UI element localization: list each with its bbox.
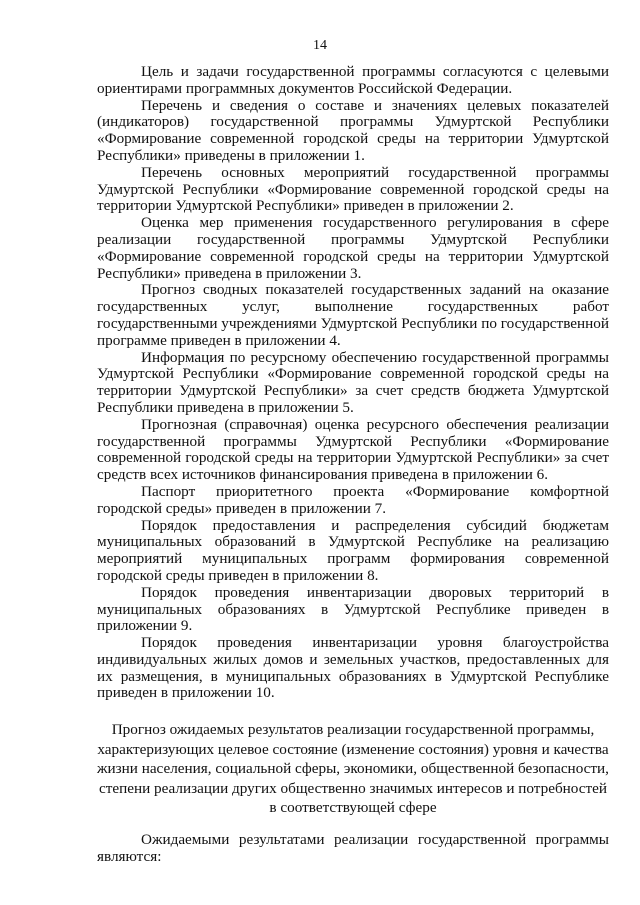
- paragraph: Оценка мер применения государственного регулирования в сфере реализации государственной программы Удмуртской Республики «Формирование современной городской среды на территории Удмуртской Республики» приведена в приложении 3.: [97, 214, 609, 282]
- document-body: [97, 64, 609, 865]
- paragraph: Перечень и сведения о составе и значениях целевых показателей (индикаторов) государственной программы Удмуртской Республики «Формирование современной городской среды на территории Удмуртской Республики» приведены в приложении 1.: [97, 96, 609, 164]
- paragraph: Порядок предоставления и распределения субсидий бюджетам муниципальных образований в Удмуртской Республике на реализацию мероприятий муниципальных программ формирования современной городской среды приведен в приложении 8.: [97, 516, 609, 584]
- closing-paragraph: Ожидаемыми результатами реализации государственной программы являются:: [97, 830, 609, 865]
- paragraph: Порядок проведения инвентаризации дворовых территорий в муниципальных образованиях в Удмуртской Республике приведен в приложении 9.: [97, 583, 609, 635]
- paragraph: Прогноз сводных показателей государственных заданий на оказание государственных услуг, выполнение государственных работ государственными учреждениями Удмуртской Республики по государственной программе приведен в приложении 4.: [97, 281, 609, 349]
- section-heading: Прогноз ожидаемых результатов реализации государственной программы, характеризующих целевое состояние (изменение состояния) уровня и качества жизни населения, социальной сферы, экономики, общественной безопасности, степени реализации других общественно значимых интересов и потребностей в соответствующей сфере: [97, 721, 609, 817]
- paragraph: Информация по ресурсному обеспечению государственной программы Удмуртской Республики «Формирование современной городской среды на территории Удмуртской Республики» за счет средств бюджета Удмуртской Республики приведена в приложении 5.: [97, 348, 609, 416]
- paragraph: Прогнозная (справочная) оценка ресурсного обеспечения реализации государственной программы Удмуртской Республики «Формирование современной городской среды на территории Удмуртской Республики» за счет средств всех источников финансирования приведена в приложении 6.: [97, 415, 609, 484]
- paragraph: Порядок проведения инвентаризации уровня благоустройства индивидуальных жилых домов и земельных участков, предоставленных для их размещения, в муниципальных образованиях в Удмуртской Республике приведен в приложении 10.: [97, 634, 609, 702]
- paragraph: Перечень основных мероприятий государственной программы Удмуртской Республики «Формирование современной городской среды на территории Удмуртской Республики» приведен в приложении 2.: [97, 163, 609, 215]
- paragraph: Паспорт приоритетного проекта «Формирование комфортной городской среды» приведен в приложении 7.: [97, 482, 609, 517]
- paragraph: Цель и задачи государственной программы согласуются с целевыми ориентирами программных документов Российской Федерации.: [97, 63, 609, 97]
- page-number: 14: [313, 38, 327, 53]
